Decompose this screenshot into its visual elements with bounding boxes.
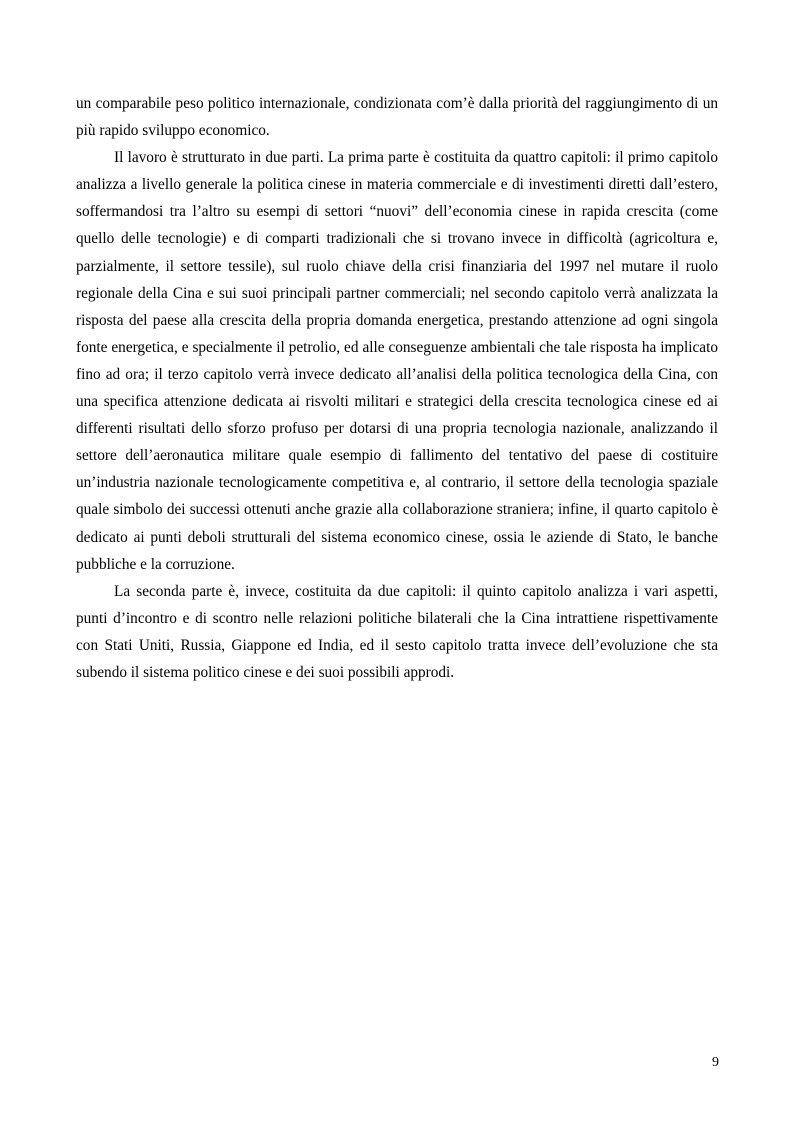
page-number: 9 [712, 1055, 719, 1070]
paragraph-first-part: Il lavoro è strutturato in due parti. La prima parte è costituita da quattro capitoli: il primo capitolo analizza a livello generale la politica cinese in materia commerciale e di investimenti diretti dall’estero, soffermandosi tra l’altro su esempi di settori “nuovi” dell’economia cinese in rapida crescita (come quello delle tecnologie) e di comparti tradizionali che si trovano invece in difficoltà (agricoltura e, parzialmente, il settore tessile), sul ruolo chiave della crisi finanziaria del 1997 nel mutare il ruolo regionale della Cina e sui suoi principali partner commerciali; nel secondo capitolo verrà analizzata la risposta del paese alla crescita della propria domanda energetica, prestando attenzione ad ogni singola fonte energetica, e specialmente il petrolio, ed alle conseguenze ambientali che tale risposta ha implicato fino ad ora; il terzo capitolo verrà invece dedicato all’analisi della politica tecnologica della Cina, con una specifica attenzione dedicata ai risvolti militari e strategici della crescita tecnologica cinese ed ai differenti risultati dello sforzo profuso per dotarsi di una propria tecnologia nazionale, analizzando il settore dell’aeronautica militare quale esempio di fallimento del tentativo del paese di costituire un’industria nazionale tecnologicamente competitiva e, al contrario, il settore della tecnologia spaziale quale simbolo dei successi ottenuti anche grazie alla collaborazione straniera; infine, il quarto capitolo è dedicato ai punti deboli strutturali del sistema economico cinese, ossia le aziende di Stato, le banche pubbliche e la corruzione. [76, 149, 718, 573]
paragraph-second-part: La seconda parte è, invece, costituita da due capitoli: il quinto capitolo analizza i vari aspetti, punti d’incontro e di scontro nelle relazioni politiche bilaterali che la Cina intrattiene rispettivamente con Stati Uniti, Russia, Giappone ed India, ed il sesto capitolo tratta invece dell’evoluzione che sta subendo il sistema politico cinese e dei suoi possibili approdi. [76, 582, 718, 681]
document-body [76, 90, 718, 686]
paragraph-continuation: un comparabile peso politico internazionale, condizionata com’è dalla priorità del raggiungimento di un più rapido sviluppo economico. [76, 95, 718, 140]
